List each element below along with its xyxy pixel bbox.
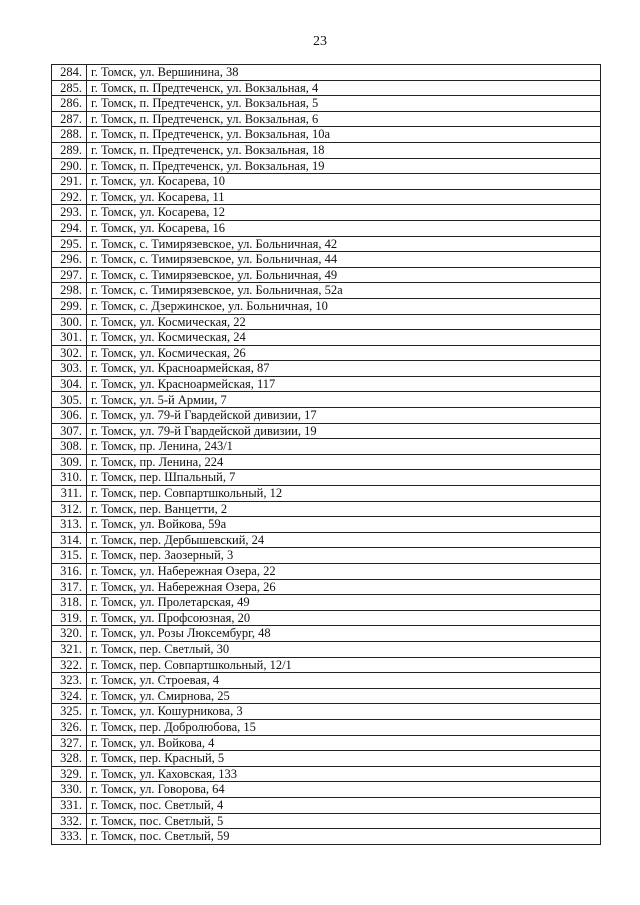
row-number: 305. bbox=[52, 392, 87, 408]
table-row bbox=[52, 751, 601, 767]
row-address: г. Томск, пер. Светлый, 30 bbox=[87, 641, 601, 657]
row-number: 300. bbox=[52, 314, 87, 330]
row-number: 306. bbox=[52, 408, 87, 424]
row-number: 291. bbox=[52, 174, 87, 190]
row-number: 319. bbox=[52, 610, 87, 626]
row-address: г. Томск, ул. 5-й Армии, 7 bbox=[87, 392, 601, 408]
row-number: 317. bbox=[52, 579, 87, 595]
row-address: г. Томск, ул. Красноармейская, 87 bbox=[87, 361, 601, 377]
row-number: 321. bbox=[52, 641, 87, 657]
row-address: г. Томск, ул. Войкова, 59а bbox=[87, 517, 601, 533]
table-row bbox=[52, 423, 601, 439]
row-address: г. Томск, п. Предтеченск, ул. Вокзальная, 18 bbox=[87, 142, 601, 158]
row-address: г. Томск, ул. Косарева, 10 bbox=[87, 174, 601, 190]
table-row bbox=[52, 189, 601, 205]
table-row bbox=[52, 376, 601, 392]
table-row bbox=[52, 579, 601, 595]
row-address: г. Томск, пер. Совпартшкольный, 12/1 bbox=[87, 657, 601, 673]
table-row bbox=[52, 470, 601, 486]
row-number: 302. bbox=[52, 345, 87, 361]
row-number: 333. bbox=[52, 829, 87, 845]
table-row bbox=[52, 610, 601, 626]
row-number: 314. bbox=[52, 532, 87, 548]
row-address: г. Томск, пос. Светлый, 59 bbox=[87, 829, 601, 845]
table-row bbox=[52, 439, 601, 455]
row-address: г. Томск, ул. Говорова, 64 bbox=[87, 782, 601, 798]
row-number: 324. bbox=[52, 688, 87, 704]
row-address: г. Томск, с. Тимирязевское, ул. Больничная, 49 bbox=[87, 267, 601, 283]
table-row bbox=[52, 80, 601, 96]
row-address: г. Томск, ул. Строевая, 4 bbox=[87, 673, 601, 689]
row-address: г. Томск, ул. Профсоюзная, 20 bbox=[87, 610, 601, 626]
row-address: г. Томск, пр. Ленина, 224 bbox=[87, 454, 601, 470]
table-row bbox=[52, 345, 601, 361]
row-address: г. Томск, ул. Косарева, 16 bbox=[87, 220, 601, 236]
row-number: 288. bbox=[52, 127, 87, 143]
table-row bbox=[52, 454, 601, 470]
table-row bbox=[52, 641, 601, 657]
row-address: г. Томск, ул. 79-й Гвардейской дивизии, 19 bbox=[87, 423, 601, 439]
table-row bbox=[52, 111, 601, 127]
table-row bbox=[52, 408, 601, 424]
table-row bbox=[52, 361, 601, 377]
row-address: г. Томск, ул. Смирнова, 25 bbox=[87, 688, 601, 704]
table-row bbox=[52, 158, 601, 174]
table-row bbox=[52, 564, 601, 580]
row-number: 316. bbox=[52, 564, 87, 580]
table-row bbox=[52, 657, 601, 673]
table-row bbox=[52, 782, 601, 798]
row-number: 303. bbox=[52, 361, 87, 377]
row-number: 290. bbox=[52, 158, 87, 174]
page-number: 23 bbox=[313, 34, 327, 49]
row-address: г. Томск, ул. Красноармейская, 117 bbox=[87, 376, 601, 392]
row-address: г. Томск, пер. Красный, 5 bbox=[87, 751, 601, 767]
row-number: 320. bbox=[52, 626, 87, 642]
row-number: 297. bbox=[52, 267, 87, 283]
table-row bbox=[52, 283, 601, 299]
table-row bbox=[52, 252, 601, 268]
row-number: 307. bbox=[52, 423, 87, 439]
table-row bbox=[52, 330, 601, 346]
row-address: г. Томск, пер. Добролюбова, 15 bbox=[87, 719, 601, 735]
row-number: 312. bbox=[52, 501, 87, 517]
row-number: 298. bbox=[52, 283, 87, 299]
row-number: 295. bbox=[52, 236, 87, 252]
table-row bbox=[52, 829, 601, 845]
table-row bbox=[52, 65, 601, 81]
row-number: 331. bbox=[52, 797, 87, 813]
row-number: 310. bbox=[52, 470, 87, 486]
table-row bbox=[52, 548, 601, 564]
row-address: г. Томск, ул. Космическая, 22 bbox=[87, 314, 601, 330]
table-row bbox=[52, 719, 601, 735]
row-number: 294. bbox=[52, 220, 87, 236]
row-address: г. Томск, с. Тимирязевское, ул. Больничная, 44 bbox=[87, 252, 601, 268]
table-row bbox=[52, 127, 601, 143]
row-address: г. Томск, п. Предтеченск, ул. Вокзальная, 10а bbox=[87, 127, 601, 143]
row-address: г. Томск, ул. Пролетарская, 49 bbox=[87, 595, 601, 611]
row-address: г. Томск, с. Тимирязевское, ул. Больничная, 52а bbox=[87, 283, 601, 299]
row-number: 323. bbox=[52, 673, 87, 689]
row-number: 293. bbox=[52, 205, 87, 221]
row-number: 292. bbox=[52, 189, 87, 205]
row-address: г. Томск, ул. Набережная Озера, 26 bbox=[87, 579, 601, 595]
row-address: г. Томск, п. Предтеченск, ул. Вокзальная, 6 bbox=[87, 111, 601, 127]
row-number: 308. bbox=[52, 439, 87, 455]
address-table bbox=[51, 64, 601, 845]
row-number: 299. bbox=[52, 298, 87, 314]
table-row bbox=[52, 205, 601, 221]
row-number: 332. bbox=[52, 813, 87, 829]
row-address: г. Томск, ул. Розы Люксембург, 48 bbox=[87, 626, 601, 642]
row-address: г. Томск, п. Предтеченск, ул. Вокзальная, 4 bbox=[87, 80, 601, 96]
row-address: г. Томск, с. Дзержинское, ул. Больничная, 10 bbox=[87, 298, 601, 314]
row-number: 322. bbox=[52, 657, 87, 673]
row-number: 287. bbox=[52, 111, 87, 127]
table-row bbox=[52, 486, 601, 502]
table-row bbox=[52, 298, 601, 314]
row-address: г. Томск, ул. Косарева, 11 bbox=[87, 189, 601, 205]
row-address: г. Томск, пер. Дербышевский, 24 bbox=[87, 532, 601, 548]
row-address: г. Томск, с. Тимирязевское, ул. Больничная, 42 bbox=[87, 236, 601, 252]
row-address: г. Томск, п. Предтеченск, ул. Вокзальная, 19 bbox=[87, 158, 601, 174]
row-address: г. Томск, п. Предтеченск, ул. Вокзальная, 5 bbox=[87, 96, 601, 112]
row-address: г. Томск, ул. Кошурникова, 3 bbox=[87, 704, 601, 720]
table-row bbox=[52, 595, 601, 611]
row-number: 325. bbox=[52, 704, 87, 720]
row-number: 329. bbox=[52, 766, 87, 782]
row-number: 315. bbox=[52, 548, 87, 564]
address-table-body bbox=[52, 65, 601, 845]
row-number: 309. bbox=[52, 454, 87, 470]
row-number: 313. bbox=[52, 517, 87, 533]
table-row bbox=[52, 813, 601, 829]
row-number: 285. bbox=[52, 80, 87, 96]
row-number: 301. bbox=[52, 330, 87, 346]
row-number: 327. bbox=[52, 735, 87, 751]
table-row bbox=[52, 532, 601, 548]
row-number: 318. bbox=[52, 595, 87, 611]
table-row bbox=[52, 96, 601, 112]
table-row bbox=[52, 673, 601, 689]
row-address: г. Томск, ул. 79-й Гвардейской дивизии, 17 bbox=[87, 408, 601, 424]
row-number: 311. bbox=[52, 486, 87, 502]
row-address: г. Томск, пер. Шпальный, 7 bbox=[87, 470, 601, 486]
row-address: г. Томск, пр. Ленина, 243/1 bbox=[87, 439, 601, 455]
table-row bbox=[52, 797, 601, 813]
row-address: г. Томск, ул. Каховская, 133 bbox=[87, 766, 601, 782]
row-number: 326. bbox=[52, 719, 87, 735]
table-row bbox=[52, 236, 601, 252]
row-address: г. Томск, ул. Войкова, 4 bbox=[87, 735, 601, 751]
row-number: 286. bbox=[52, 96, 87, 112]
table-row bbox=[52, 735, 601, 751]
row-address: г. Томск, пер. Совпартшкольный, 12 bbox=[87, 486, 601, 502]
row-address: г. Томск, пос. Светлый, 4 bbox=[87, 797, 601, 813]
table-row bbox=[52, 766, 601, 782]
table-row bbox=[52, 517, 601, 533]
row-address: г. Томск, ул. Космическая, 26 bbox=[87, 345, 601, 361]
row-number: 289. bbox=[52, 142, 87, 158]
table-row bbox=[52, 267, 601, 283]
row-address: г. Томск, пер. Заозерный, 3 bbox=[87, 548, 601, 564]
table-row bbox=[52, 688, 601, 704]
row-number: 304. bbox=[52, 376, 87, 392]
table-row bbox=[52, 392, 601, 408]
row-address: г. Томск, ул. Косарева, 12 bbox=[87, 205, 601, 221]
table-row bbox=[52, 220, 601, 236]
row-number: 284. bbox=[52, 65, 87, 81]
row-address: г. Томск, ул. Космическая, 24 bbox=[87, 330, 601, 346]
row-address: г. Томск, ул. Вершинина, 38 bbox=[87, 65, 601, 81]
row-number: 328. bbox=[52, 751, 87, 767]
table-row bbox=[52, 174, 601, 190]
row-address: г. Томск, пер. Ванцетти, 2 bbox=[87, 501, 601, 517]
row-address: г. Томск, ул. Набережная Озера, 22 bbox=[87, 564, 601, 580]
row-address: г. Томск, пос. Светлый, 5 bbox=[87, 813, 601, 829]
table-row bbox=[52, 626, 601, 642]
row-number: 296. bbox=[52, 252, 87, 268]
table-row bbox=[52, 314, 601, 330]
table-row bbox=[52, 501, 601, 517]
table-row bbox=[52, 704, 601, 720]
table-row bbox=[52, 142, 601, 158]
row-number: 330. bbox=[52, 782, 87, 798]
